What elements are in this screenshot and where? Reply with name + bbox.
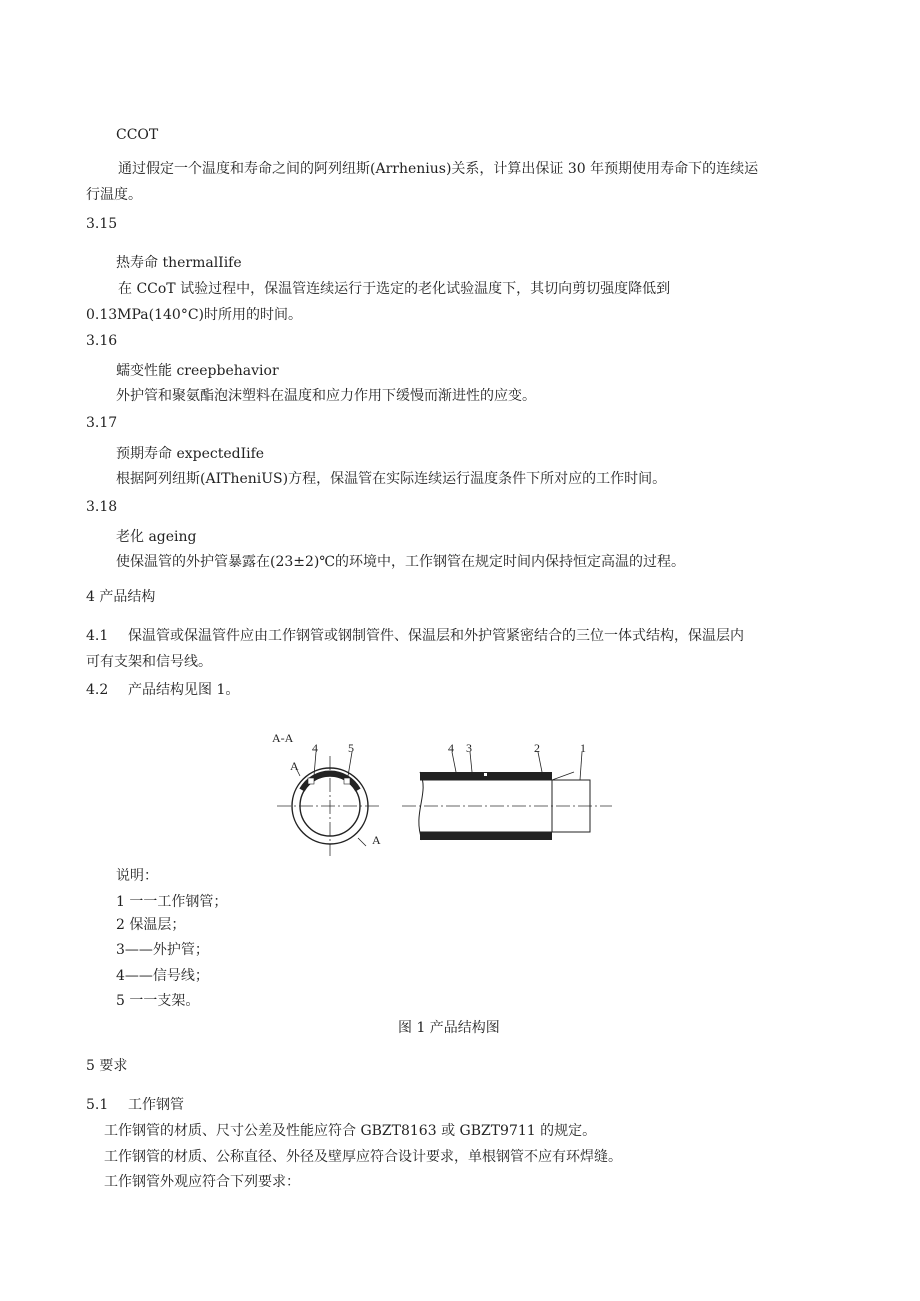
section-3-17-definition: 根据阿列纽斯(AITheniUS)方程，保温管在实际连续运行温度条件下所对应的工作时间。 (116, 471, 667, 487)
legend-item-1: 1 一一工作钢管； (116, 894, 228, 910)
product-structure-figure (262, 728, 622, 858)
section-5-1-paragraph1: 工作钢管的材质、尺寸公差及性能应符合 GBZT8163 或 GBZT9711 的规定。 (104, 1123, 597, 1139)
section-4-2-number: 4.2 (86, 682, 109, 698)
callout-a-top: A (290, 759, 299, 773)
section-3-15-number: 3.15 (86, 216, 118, 232)
section-4-2-text: 产品结构见图 1。 (128, 682, 240, 698)
section-3-17-term: 预期寿命 expectedIife (116, 446, 265, 462)
section-3-15-definition-line1: 在 CCoT 试验过程中，保温管连续运行于选定的老化试验温度下，其切向剪切强度降低到 (118, 281, 671, 297)
legend-item-4: 4——信号线； (116, 968, 209, 984)
callout-a-bottom: A (372, 833, 381, 847)
legend-item-5: 5 一一支架。 (116, 993, 200, 1009)
callout-label-4-left: 4 (312, 741, 318, 755)
section-3-15-definition-line2: 0.13MPa(140°C)时所用的时间。 (86, 307, 303, 323)
section-5-title: 5 要求 (86, 1058, 128, 1074)
section-4-title: 4 产品结构 (86, 589, 156, 605)
section-4-1-line2: 可有支架和信号线。 (86, 654, 212, 670)
ccot-heading: CCOT (116, 127, 159, 143)
section-4-1-number: 4.1 (86, 628, 109, 644)
legend-item-3: 3——外护管； (116, 942, 209, 958)
figure-caption: 图 1 产品结构图 (398, 1020, 500, 1036)
callout-label-5-left: 5 (348, 741, 354, 755)
section-4-1-line1: 保温管或保温管件应由工作钢管或钢制管件、保温层和外护管紧密结合的三位一体式结构，保温层内 (128, 628, 744, 644)
section-3-16-term: 蠕变性能 creepbehavior (116, 363, 279, 379)
callout-label-4-right: 4 (448, 741, 454, 755)
section-3-15-term: 热寿命 thermalIife (116, 255, 242, 271)
section-3-16-number: 3.16 (86, 333, 118, 349)
section-label-aa: A-A (272, 731, 294, 745)
section-5-1-paragraph3: 工作钢管外观应符合下列要求： (104, 1174, 300, 1190)
section-5-1-title: 工作钢管 (128, 1097, 184, 1113)
callout-label-3-right: 3 (466, 741, 472, 755)
section-3-18-term: 老化 ageing (116, 529, 197, 545)
section-3-16-definition: 外护管和聚氨酯泡沫塑料在温度和应力作用下缓慢而渐进性的应变。 (116, 388, 536, 404)
callout-label-1-right: 1 (580, 741, 586, 755)
section-3-17-number: 3.17 (86, 415, 118, 431)
cross-section-view (277, 741, 382, 856)
callout-label-2-right: 2 (534, 741, 540, 755)
ccot-definition-line2: 行温度。 (86, 187, 142, 203)
ccot-definition-line1: 通过假定一个温度和寿命之间的阿列纽斯(Arrhenius)关系，计算出保证 30 年预期使用寿命下的连续运 (118, 161, 759, 177)
legend-item-2: 2 保温层； (116, 917, 186, 933)
section-3-18-number: 3.18 (86, 499, 118, 515)
longitudinal-view (402, 741, 612, 840)
section-5-1-paragraph2: 工作钢管的材质、公称直径、外径及壁厚应符合设计要求，单根钢管不应有环焊缝。 (104, 1149, 622, 1165)
legend-title: 说明： (116, 868, 158, 884)
section-5-1-number: 5.1 (86, 1097, 109, 1113)
section-3-18-definition: 使保温管的外护管暴露在(23±2)℃的环境中，工作钢管在规定时间内保持恒定高温的过程。 (116, 554, 686, 570)
